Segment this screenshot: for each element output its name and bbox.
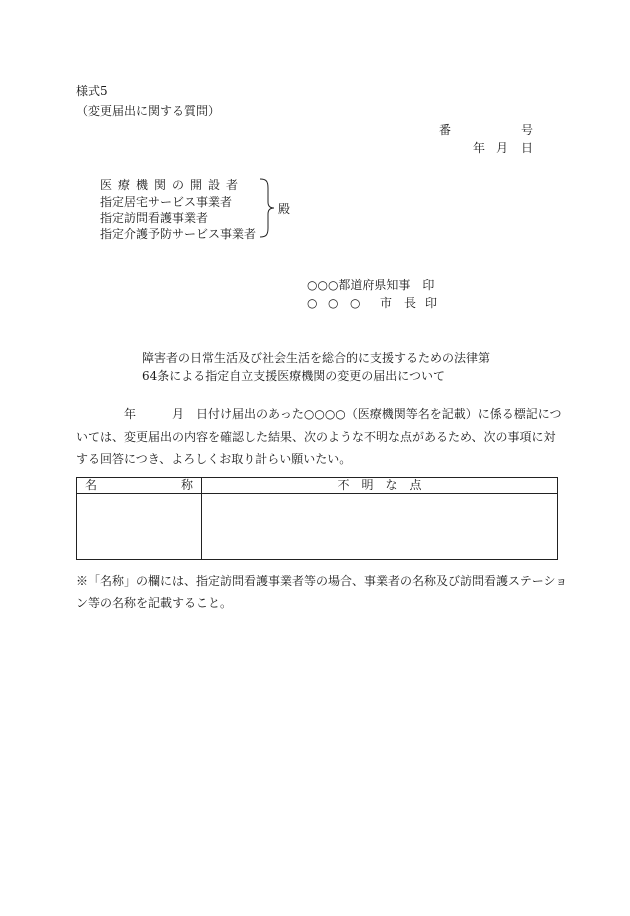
honorific: 殿 <box>278 202 291 216</box>
body-paragraph <box>76 403 560 471</box>
footnote <box>76 570 566 614</box>
unclear-entry-cell <box>202 494 558 560</box>
unclear-points-table <box>76 477 558 560</box>
mayor-circle-1: ○ <box>307 296 318 310</box>
date-month: 月 <box>496 141 509 155</box>
mayor-seal: 印 <box>425 296 438 310</box>
body-line-3: する回答につき、よろしくお取り計らい願いたい。 <box>76 452 352 466</box>
subject-line-2: 64条による指定自立支援医療機関の変更の届出について <box>142 369 446 383</box>
addressee-3: 指定訪問看護事業者 <box>100 211 209 225</box>
header-name-a: 名 <box>85 478 98 492</box>
sender-governor: ○○○都道府県知事 印 <box>307 278 435 292</box>
doc-number-suffix: 号 <box>521 123 534 137</box>
footnote-line-1: ※「名称」の欄には、指定訪問看護事業者等の場合、事業者の名称及び訪問看護ステーショ <box>76 574 568 588</box>
header-unclear-label: 不明な点 <box>337 478 434 492</box>
addressee-2: 指定居宅サービス事業者 <box>100 195 233 209</box>
body-line-1 <box>76 403 560 426</box>
addressee-4: 指定介護予防サービス事業者 <box>100 227 257 241</box>
name-entry-cell <box>77 494 202 560</box>
body-line-1-text: 日付け届出のあった○○○○（医療機関等名を記載）に係る標記につ <box>196 407 562 421</box>
form-subtitle: （変更届出に関する質問） <box>76 104 221 118</box>
mayor-shi: 市 <box>380 296 393 310</box>
mayor-circle-2: ○ <box>328 296 339 310</box>
table-header-row <box>77 478 558 494</box>
subject-line-1: 障害者の日常生活及び社会生活を総合的に支援するための法律第 <box>142 351 491 365</box>
date-day: 日 <box>521 141 534 155</box>
date-year: 年 <box>473 141 486 155</box>
addressee-1-text: 医療機関の開設者 <box>100 178 245 192</box>
header-unclear-cell <box>202 478 558 494</box>
table-row <box>77 494 558 560</box>
header-name-b: 称 <box>180 478 193 492</box>
doc-number-label: 番 <box>439 123 452 137</box>
addressee-1 <box>100 178 245 192</box>
body-year: 年 <box>124 407 137 421</box>
curly-brace-icon <box>258 178 276 238</box>
mayor-cho: 長 <box>404 296 417 310</box>
body-month: 月 <box>172 407 185 421</box>
header-name-cell <box>77 478 202 494</box>
body-line-2: いては、変更届出の内容を確認した結果、次のような不明な点があるため、次の事項に対 <box>76 429 556 444</box>
footnote-line-2: ン等の名称を記載すること。 <box>76 596 233 610</box>
mayor-circle-3: ○ <box>350 296 361 310</box>
form-label: 様式5 <box>76 84 108 98</box>
